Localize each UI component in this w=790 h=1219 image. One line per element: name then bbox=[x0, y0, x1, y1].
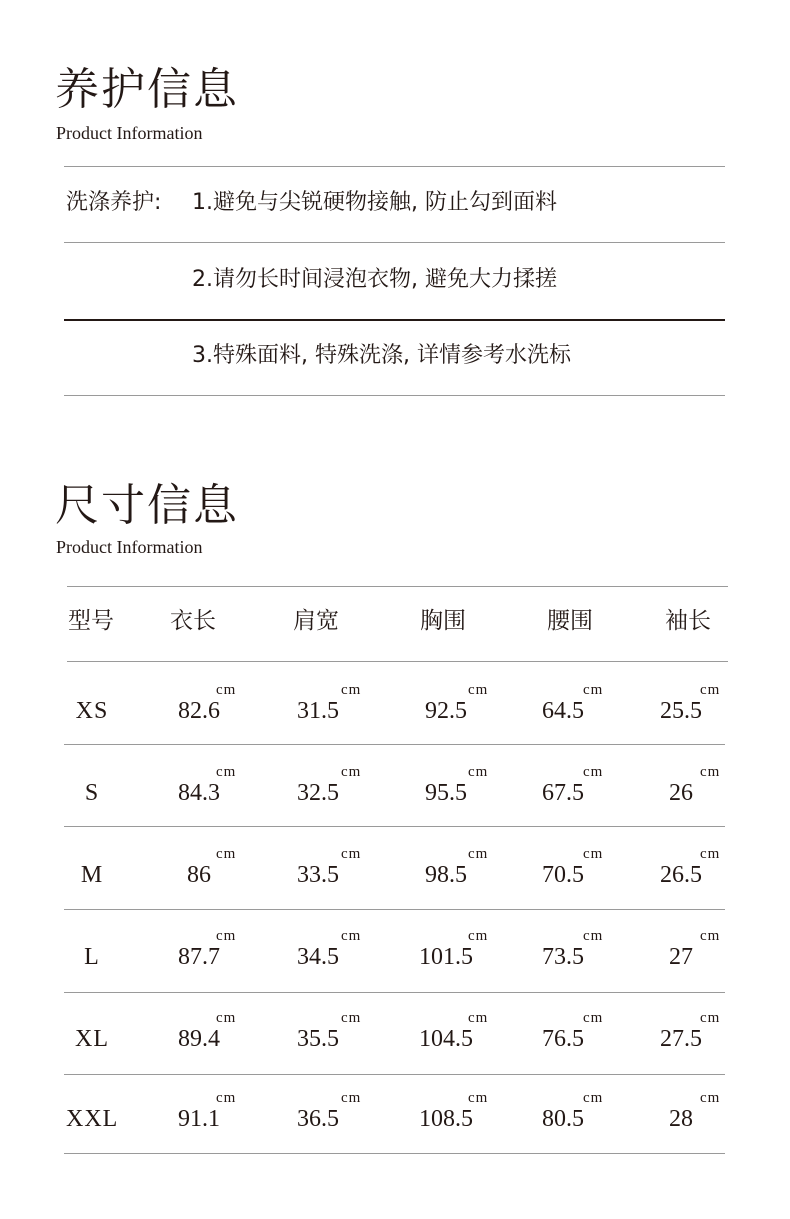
col-header-chest: 胸围 bbox=[420, 608, 466, 634]
unit-label: cm bbox=[341, 846, 362, 862]
divider bbox=[64, 826, 725, 827]
divider bbox=[64, 744, 725, 745]
cell-sleeve: 26 bbox=[669, 780, 693, 806]
cell-sleeve: 25.5 bbox=[660, 698, 702, 724]
divider bbox=[64, 1153, 725, 1154]
cell-waist: 64.5 bbox=[542, 698, 584, 724]
cell-shoulder: 36.5 bbox=[297, 1106, 339, 1132]
unit-label: cm bbox=[583, 682, 604, 698]
care-label: 洗涤养护: bbox=[66, 190, 162, 215]
unit-label: cm bbox=[700, 1010, 721, 1026]
size-label: M bbox=[80, 862, 104, 888]
unit-label: cm bbox=[583, 1090, 604, 1106]
col-header-sleeve: 袖长 bbox=[665, 608, 711, 634]
unit-label: cm bbox=[700, 928, 721, 944]
care-line-2: 2.请勿长时间浸泡衣物, 避免大力揉搓 bbox=[192, 267, 557, 292]
unit-label: cm bbox=[700, 682, 721, 698]
unit-label: cm bbox=[216, 764, 237, 780]
unit-label: cm bbox=[468, 682, 489, 698]
divider bbox=[64, 395, 725, 396]
divider bbox=[64, 242, 725, 243]
size-label: XL bbox=[75, 1026, 109, 1052]
col-header-length: 衣长 bbox=[170, 608, 216, 634]
size-label: L bbox=[84, 944, 100, 970]
divider bbox=[64, 909, 725, 910]
cell-waist: 76.5 bbox=[542, 1026, 584, 1052]
unit-label: cm bbox=[468, 1010, 489, 1026]
unit-label: cm bbox=[341, 1090, 362, 1106]
table-top-border bbox=[67, 586, 728, 587]
cell-shoulder: 34.5 bbox=[297, 944, 339, 970]
unit-label: cm bbox=[583, 928, 604, 944]
unit-label: cm bbox=[583, 1010, 604, 1026]
cell-length: 89.4 bbox=[178, 1026, 220, 1052]
unit-label: cm bbox=[700, 1090, 721, 1106]
cell-sleeve: 27.5 bbox=[660, 1026, 702, 1052]
unit-label: cm bbox=[583, 764, 604, 780]
unit-label: cm bbox=[341, 682, 362, 698]
unit-label: cm bbox=[216, 1010, 237, 1026]
cell-shoulder: 31.5 bbox=[297, 698, 339, 724]
unit-label: cm bbox=[216, 846, 237, 862]
unit-label: cm bbox=[341, 1010, 362, 1026]
cell-waist: 80.5 bbox=[542, 1106, 584, 1132]
cell-chest: 95.5 bbox=[425, 780, 467, 806]
cell-shoulder: 35.5 bbox=[297, 1026, 339, 1052]
cell-sleeve: 28 bbox=[669, 1106, 693, 1132]
size-section-title: 尺寸信息 bbox=[55, 480, 239, 531]
unit-label: cm bbox=[216, 928, 237, 944]
size-section-subtitle: Product Information bbox=[56, 537, 203, 557]
care-line-1: 1.避免与尖锐硬物接触, 防止勾到面料 bbox=[192, 190, 557, 215]
unit-label: cm bbox=[468, 928, 489, 944]
size-label: S bbox=[84, 780, 100, 806]
cell-waist: 73.5 bbox=[542, 944, 584, 970]
divider bbox=[64, 166, 725, 167]
unit-label: cm bbox=[468, 764, 489, 780]
divider bbox=[64, 1074, 725, 1075]
cell-shoulder: 32.5 bbox=[297, 780, 339, 806]
size-label: XXL bbox=[66, 1106, 119, 1132]
cell-waist: 70.5 bbox=[542, 862, 584, 888]
size-label: XS bbox=[75, 698, 109, 724]
cell-sleeve: 26.5 bbox=[660, 862, 702, 888]
divider bbox=[67, 661, 728, 662]
cell-length: 82.6 bbox=[178, 698, 220, 724]
cell-length: 87.7 bbox=[178, 944, 220, 970]
cell-chest: 104.5 bbox=[419, 1026, 473, 1052]
cell-chest: 98.5 bbox=[425, 862, 467, 888]
col-header-shoulder: 肩宽 bbox=[293, 608, 339, 634]
divider bbox=[64, 992, 725, 993]
care-section-title: 养护信息 bbox=[55, 64, 239, 115]
cell-shoulder: 33.5 bbox=[297, 862, 339, 888]
unit-label: cm bbox=[700, 764, 721, 780]
cell-chest: 108.5 bbox=[419, 1106, 473, 1132]
divider bbox=[64, 319, 725, 321]
col-header-waist: 腰围 bbox=[547, 608, 593, 634]
unit-label: cm bbox=[700, 846, 721, 862]
unit-label: cm bbox=[341, 928, 362, 944]
cell-chest: 101.5 bbox=[419, 944, 473, 970]
unit-label: cm bbox=[216, 1090, 237, 1106]
cell-length: 91.1 bbox=[178, 1106, 220, 1132]
cell-waist: 67.5 bbox=[542, 780, 584, 806]
col-header-size: 型号 bbox=[68, 608, 114, 634]
care-section-subtitle: Product Information bbox=[56, 123, 203, 143]
unit-label: cm bbox=[216, 682, 237, 698]
unit-label: cm bbox=[468, 846, 489, 862]
unit-label: cm bbox=[468, 1090, 489, 1106]
unit-label: cm bbox=[583, 846, 604, 862]
cell-sleeve: 27 bbox=[669, 944, 693, 970]
care-line-3: 3.特殊面料, 特殊洗涤, 详情参考水洗标 bbox=[192, 343, 571, 368]
cell-chest: 92.5 bbox=[425, 698, 467, 724]
unit-label: cm bbox=[341, 764, 362, 780]
cell-length: 86 bbox=[187, 862, 211, 888]
cell-length: 84.3 bbox=[178, 780, 220, 806]
